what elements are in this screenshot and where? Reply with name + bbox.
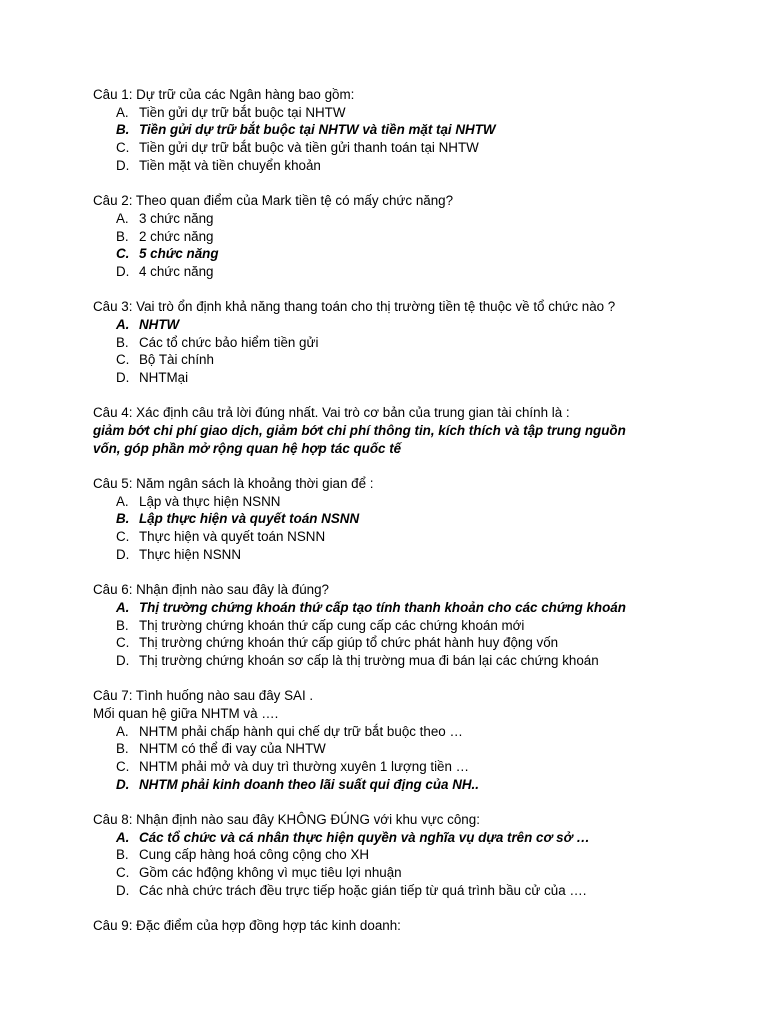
option-letter: B. (116, 334, 129, 350)
option-letter: A. (116, 723, 129, 739)
answer-options (93, 599, 693, 670)
option-a-correct (93, 829, 693, 847)
answer-line-2: vốn, góp phần mở rộng quan hệ hợp tác quốc tế (93, 440, 402, 456)
question-2 (93, 192, 693, 281)
option-letter: C. (116, 246, 130, 262)
option-letter: C. (116, 140, 130, 156)
option-text: NHTMại (139, 370, 189, 386)
answer-options (93, 316, 693, 387)
option-letter: C. (116, 865, 130, 881)
option-d (93, 652, 693, 670)
option-text: Tiền gửi dự trữ bắt buộc tại NHTW (139, 104, 346, 120)
question-prompt: Câu 7: Tình huống nào sau đây SAI . (93, 688, 314, 704)
option-letter: B. (116, 228, 129, 244)
option-text: NHTM phải mở và duy trì thường xuyên 1 lượng tiền … (139, 759, 470, 775)
option-b (93, 617, 693, 635)
option-text: 2 chức năng (139, 228, 214, 244)
answer-options (93, 829, 693, 900)
option-d (93, 157, 693, 175)
option-c (93, 528, 693, 546)
option-c (93, 139, 693, 157)
option-letter: A. (116, 493, 129, 509)
option-a (93, 104, 693, 122)
option-letter: C. (116, 759, 130, 775)
option-text: 5 chức năng (139, 246, 219, 262)
option-letter: D. (116, 263, 130, 279)
option-text: Thị trường chứng khoán thứ cấp cung cấp các chứng khoán mới (139, 617, 525, 633)
option-letter: A. (116, 316, 130, 332)
option-c-correct (93, 245, 693, 263)
option-c (93, 351, 693, 369)
option-text: Các tổ chức và cá nhân thực hiện quyền và nghĩa vụ dựa trên cơ sở … (139, 829, 590, 845)
option-text: Các nhà chức trách đều trực tiếp hoặc gián tiếp từ quá trình bầu cử của …. (139, 882, 587, 898)
question-prompt: Câu 5: Năm ngân sách là khoảng thời gian để : (93, 476, 374, 492)
option-letter: C. (116, 635, 130, 651)
option-text: Cung cấp hàng hoá công cộng cho XH (139, 847, 370, 863)
question-prompt: Câu 4: Xác định câu trả lời đúng nhất. Vai trò cơ bản của trung gian tài chính là : (93, 405, 570, 421)
option-text: NHTM phải chấp hành qui chế dự trữ bắt buộc theo … (139, 723, 463, 739)
option-d (93, 369, 693, 387)
option-letter: D. (116, 882, 130, 898)
question-prompt: Câu 3: Vai trò ổn định khả năng thang toán cho thị trường tiền tệ thuộc về tổ chức nào ? (93, 299, 616, 315)
question-3 (93, 298, 693, 387)
question-5 (93, 475, 693, 564)
option-a-correct (93, 316, 693, 334)
option-text: Thực hiện và quyết toán NSNN (139, 529, 326, 545)
option-text: Thị trường chứng khoán thứ cấp tạo tính thanh khoản cho các chứng khoán (139, 599, 626, 615)
option-text: Lập và thực hiện NSNN (139, 493, 281, 509)
option-text: Tiền mặt và tiền chuyển khoản (139, 157, 321, 173)
option-d-correct (93, 776, 693, 794)
option-b-correct (93, 510, 693, 528)
question-prompt: Câu 9: Đặc điểm của hợp đồng hợp tác kinh doanh: (93, 918, 401, 934)
option-letter: B. (116, 847, 129, 863)
option-letter: D. (116, 652, 130, 668)
option-a (93, 493, 693, 511)
option-letter: C. (116, 352, 130, 368)
question-7 (93, 687, 693, 793)
option-letter: B. (116, 122, 130, 138)
option-letter: B. (116, 617, 129, 633)
option-c (93, 864, 693, 882)
answer-line-1: giảm bớt chi phí giao dịch, giảm bớt chi phí thông tin, kích thích và tập trung nguồn (93, 423, 626, 439)
option-letter: A. (116, 104, 129, 120)
option-letter: A. (116, 829, 130, 845)
option-letter: D. (116, 546, 130, 562)
option-letter: B. (116, 741, 129, 757)
option-a (93, 723, 693, 741)
option-text: Các tổ chức bảo hiểm tiền gửi (139, 334, 319, 350)
option-letter: D. (116, 157, 130, 173)
question-8 (93, 811, 693, 900)
question-prompt: Câu 6: Nhận định nào sau đây là đúng? (93, 582, 330, 598)
option-text: 3 chức năng (139, 210, 214, 226)
option-letter: C. (116, 529, 130, 545)
question-1 (93, 86, 693, 175)
option-letter: A. (116, 210, 129, 226)
option-letter: A. (116, 599, 130, 615)
option-letter: B. (116, 511, 130, 527)
option-text: Bộ Tài chính (139, 352, 214, 368)
option-c (93, 634, 693, 652)
option-c (93, 758, 693, 776)
option-b-correct (93, 121, 693, 139)
option-b (93, 846, 693, 864)
option-b (93, 740, 693, 758)
option-text: Thị trường chứng khoán sơ cấp là thị trường mua đi bán lại các chứng khoán (139, 652, 599, 668)
option-d (93, 263, 693, 281)
document-page (93, 86, 693, 952)
answer-options (93, 493, 693, 564)
option-a (93, 210, 693, 228)
question-6 (93, 581, 693, 670)
question-prompt: Câu 2: Theo quan điểm của Mark tiền tệ có mấy chức năng? (93, 193, 454, 209)
option-text: Lập thực hiện và quyết toán NSNN (139, 511, 360, 527)
option-text: Tiền gửi dự trữ bắt buộc và tiền gửi thanh toán tại NHTW (139, 140, 479, 156)
option-text: Thực hiện NSNN (139, 546, 241, 562)
question-prompt: Câu 8: Nhận định nào sau đây KHÔNG ĐÚNG với khu vực công: (93, 812, 480, 828)
question-4 (93, 404, 693, 457)
option-letter: D. (116, 776, 130, 792)
option-b (93, 228, 693, 246)
option-text: NHTW (139, 316, 180, 332)
option-letter: D. (116, 370, 130, 386)
option-text: Thị trường chứng khoán thứ cấp giúp tổ chức phát hành huy động vốn (139, 635, 559, 651)
question-9 (93, 917, 693, 935)
option-d (93, 882, 693, 900)
option-a-correct (93, 599, 693, 617)
option-text: NHTM phải kinh doanh theo lãi suất qui địng của NH.. (139, 776, 479, 792)
option-text: Gồm các hđộng không vì mục tiêu lợi nhuận (139, 865, 402, 881)
answer-options (93, 104, 693, 175)
option-b (93, 334, 693, 352)
option-text: 4 chức năng (139, 263, 214, 279)
option-text: NHTM có thể đi vay của NHTW (139, 741, 326, 757)
option-d (93, 546, 693, 564)
question-prompt: Câu 1: Dự trữ của các Ngân hàng bao gồm: (93, 87, 355, 102)
answer-options (93, 723, 693, 794)
question-subprompt: Mối quan hệ giữa NHTM và …. (93, 705, 279, 721)
option-text: Tiền gửi dự trữ bắt buộc tại NHTW và tiền mặt tại NHTW (139, 122, 496, 138)
answer-options (93, 210, 693, 281)
